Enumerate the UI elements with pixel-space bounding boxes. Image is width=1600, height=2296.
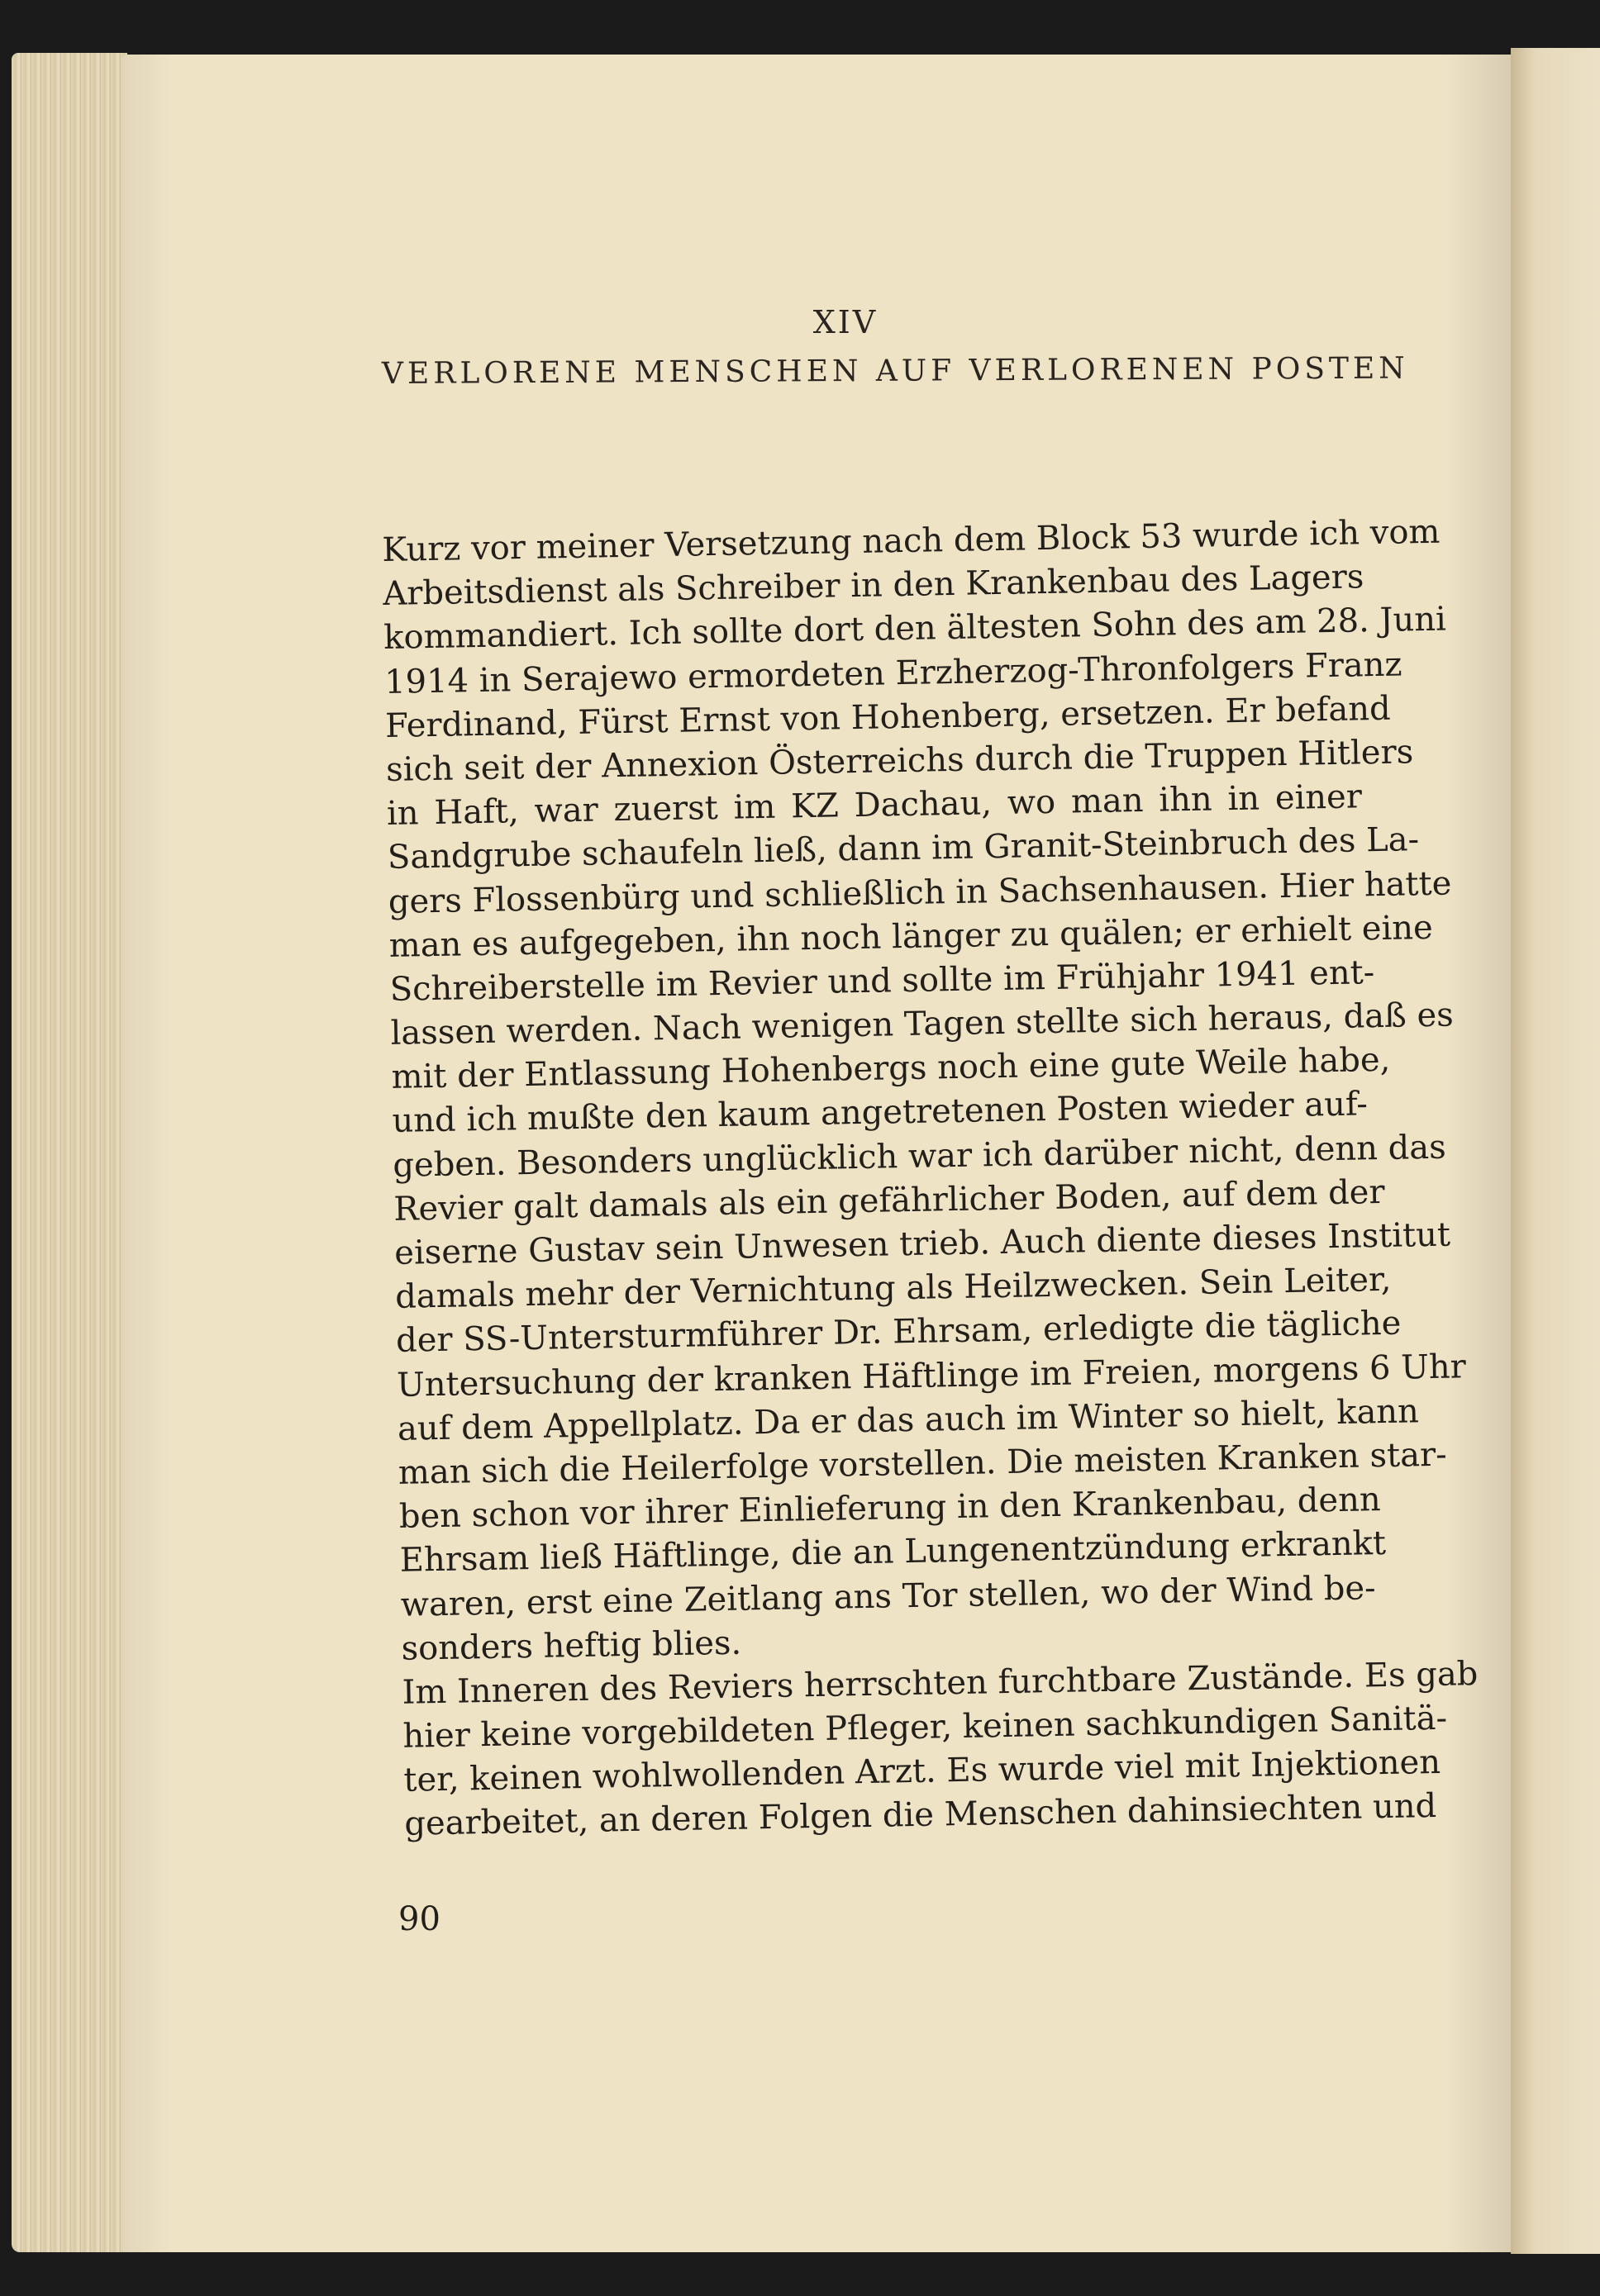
text-line: Ferdinand, Fürst Ernst von Hohenberg, ersetzen. Er befand	[384, 689, 1391, 745]
text-line: in Haft, war zuerst im KZ Dachau, wo man ihn in einer	[386, 777, 1363, 834]
text-line: Untersuchung der kranken Häftlinge im Freien, morgens 6 Uhr	[396, 1347, 1467, 1405]
text-line: sonders heftig blies.	[401, 1623, 742, 1668]
text-line: mit der Entlassung Hohenbergs noch eine gute Weile habe,	[391, 1041, 1391, 1097]
body-text	[382, 511, 1479, 1847]
text-line: Arbeitsdienst als Schreiber in den Krankenbau des Lagers	[382, 558, 1364, 614]
text-line: lassen werden. Nach wenigen Tagen stellte sich heraus, daß es	[390, 996, 1455, 1053]
facing-page-edge	[1511, 48, 1600, 2254]
chapter-title: VERLORENE MENSCHEN AUF VERLORENEN POSTEN	[381, 351, 1409, 391]
text-line: eiserne Gustav sein Unwesen trieb. Auch diente dieses Institut	[393, 1215, 1451, 1272]
text-line: Revier galt damals als ein gefährlicher Boden, auf dem der	[393, 1172, 1385, 1229]
chapter-number: XIV	[812, 304, 879, 340]
text-line: damals mehr der Vernichtung als Heilzwecken. Sein Leiter,	[394, 1261, 1392, 1317]
text-line: der SS-Untersturmführer Dr. Ehrsam, erledigte die tägliche	[395, 1304, 1402, 1361]
text-line: ben schon vor ihrer Einlieferung in den Krankenbau, denn	[398, 1481, 1382, 1536]
text-line: Kurz vor meiner Versetzung nach dem Block 53 wurde ich vom	[382, 512, 1440, 569]
text-line: kommandiert. Ich sollte dort den ältesten Sohn des am 28. Juni	[383, 600, 1447, 658]
text-line: Sandgrube schaufeln ließ, dann im Granit-Steinbruch des La-	[387, 820, 1420, 877]
text-line: 1914 in Serajewo ermordeten Erzherzog-Thronfolgers Franz	[383, 645, 1402, 701]
book-page-edges	[12, 53, 127, 2252]
text-line: gearbeitet, an deren Folgen die Menschen dahinsiechten und	[403, 1787, 1437, 1844]
text-line: hier keine vorgebildeten Pfleger, keinen sachkundigen Sanitä-	[402, 1699, 1448, 1756]
text-line: Im Inneren des Reviers herrschten furchtbare Zustände. Es gab	[402, 1654, 1479, 1712]
text-line: man sich die Heilerfolge vorstellen. Die meisten Kranken star-	[398, 1435, 1448, 1492]
text-line: auf dem Appellplatz. Da er das auch im Winter so hielt, kann	[397, 1392, 1420, 1448]
text-line: gers Flossenbürg und schließlich in Sachsenhausen. Hier hatte	[388, 863, 1452, 921]
text-line: sich seit der Annexion Österreichs durch die Truppen Hitlers	[385, 733, 1414, 789]
text-line: man es aufgegeben, ihn noch länger zu quälen; er erhielt eine	[388, 908, 1434, 965]
text-line: geben. Besonders unglücklich war ich darüber nicht, denn das	[393, 1128, 1447, 1185]
text-line: Schreiberstelle im Revier und sollte im Frühjahr 1941 ent-	[389, 953, 1375, 1009]
text-line: Ehrsam ließ Häftlinge, die an Lungenentzündung erkrankt	[399, 1524, 1387, 1581]
page-number: 90	[398, 1900, 440, 1938]
text-line: waren, erst eine Zeitlang ans Tor stellen, wo der Wind be-	[400, 1568, 1376, 1624]
text-line: und ich mußte den kaum angetretenen Posten wieder auf-	[392, 1085, 1369, 1141]
text-line: ter, keinen wohlwollenden Arzt. Es wurde viel mit Injektionen	[403, 1743, 1441, 1800]
